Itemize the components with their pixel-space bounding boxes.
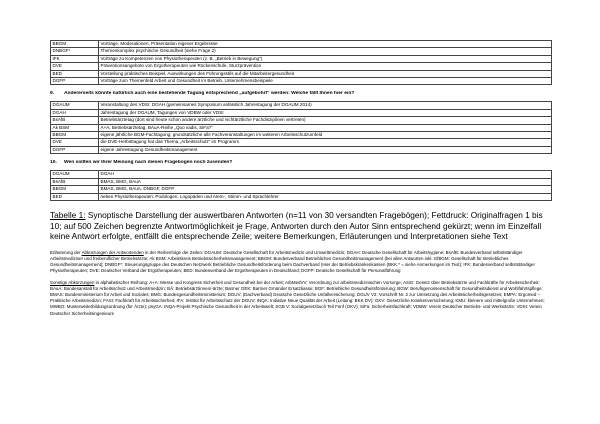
question-10-text: Wen sollten wir Ihrer Meinung nach diesen Fragebogen noch zusenden? xyxy=(64,160,233,166)
respondent-abbrev: BBGM xyxy=(51,186,99,193)
notes-respondents-intro: Erläuterung der xyxy=(50,249,82,255)
caption-text: Synoptische Darstellung der auswertbaren Antworten (n=11 von 30 versandten Fragebögen); Fettdruck: Originalfragen 1 bis 10; auf 500 Zeichen begrenzte Antwortmöglichkeit je Frage, Antworten durch den Autor Sinn entsprechend gekürzt; wenn im Einzelfall keine Antwort erfolgte, entfällt die entsprechende Zeile; weitere Bemerkungen, Erläuterungen und Interpretationen siehe Text xyxy=(50,209,543,242)
table-row xyxy=(51,117,552,124)
table-row xyxy=(51,48,552,55)
respondent-abbrev: BsAfB xyxy=(51,117,99,124)
table-row xyxy=(51,70,552,77)
respondent-abbrev: BBGM xyxy=(51,132,99,139)
table-row xyxy=(51,132,552,139)
notes-other-label: Sonstige Abkürzungen xyxy=(50,280,95,286)
table-row xyxy=(51,78,552,85)
answer-text: Vorstellung praktisches Beispiel, Auswirkungen des Führungsstils auf die Mitarbeitergesundheit xyxy=(99,70,552,77)
answer-text: Jahrestagung der DGAUM, Tagungen von VDBW oder VDSI xyxy=(99,109,552,116)
table-row xyxy=(51,171,552,178)
table-row xyxy=(51,109,552,116)
answer-text: DGAH xyxy=(99,171,552,178)
respondent-abbrev: Ak BSM xyxy=(51,124,99,131)
answer-text: Veranstaltung des VDSI: DGAH (gemeinsames Symposium anlässlich Jahrestagung der DGAUM 2014) xyxy=(99,102,552,109)
table-row xyxy=(51,146,552,153)
answer-text: Präventionsangebote von Ergotherapeuten wie Rückenschule, Sturzprävention xyxy=(99,63,552,70)
answer-text: Themenkomplex psychische Gesundheit (siehe Frage 2) xyxy=(99,48,552,55)
respondent-abbrev: DGFP xyxy=(51,146,99,153)
respondent-abbrev: DVE xyxy=(51,139,99,146)
table-row xyxy=(51,186,552,193)
question-9-text: Andererseits könnte natürlich auch eine bestehende Tagung entsprechend „aufgebohrt“ werden: Welche fällt Ihnen hier ein? xyxy=(64,91,355,97)
answer-text: A+A, Betriebsärztetag, BAuA-Reihe „Quo vadis, SiFa?“ xyxy=(99,124,552,131)
answer-text: Vorträge zum Themenfeld Arbeit und Gesundheit im Betrieb, Unternehmensbeispiele xyxy=(99,78,552,85)
answer-text: eigene jährliche BGM-Fachtagung, grundsätzliche alle Fachveranstaltungen im weiteren Arbeitsschutzumfeld xyxy=(99,132,552,139)
respondent-abbrev: DGAUM xyxy=(51,171,99,178)
question-9 xyxy=(50,91,552,97)
notes-other-text: in alphabetischer Reihung: A+A: Messe und Kongress Sicherheit und Gesundheit bei der Arbeit; ArbMedVV: Verordnung zur arbeitsmedizinischen Vorsorge; ASiG: Gesetz über Betriebsärzte und Fachkräfte für Arbeitssicherheit; BAuA: Bundesanstalt für Arbeitsschutz und Arbeitsmedizin; BÄ: Betriebsärztinnen/-ärzte; Barmer GEK: Barmer Gmünder Ersatzkasse; BGF: Betriebliche Gesundheitsförderung; BGW: Berufsgenossenschaft für Gesundheitsdienst und Wohlfahrtspflege; BMAS: Bundesministerium für Arbeit und Soziales; BMG: Bundesgesundheitsministerium; DGUV: (Dachverband) Deutsche Gesetzliche Unfallversicherung; DGUV V2: Vorschrift Nr. 2 zur Umsetzung des Arbeitssicherheitsgesetzes; EMPA: Ergomed – Praktische Arbeitsmedizin; FASI: Fachkraft für Arbeitssicherheit; IFA: Institut für Arbeitsschutz der DGUV; INQA: Initiative Neue Qualität der Arbeit (Leitung: BKK DV); GKV: Gesetzliche Krankenversicherung; KMU: kleinere und mittelgroße Unternehmen; MWBO: Musterweiterbildungsordnung (für Ärzte); psyGA: INQA-Projekt Psychische Gesundheit in der Arbeitswelt; SGB V: Sozialgesetzbuch Teil Fünf (GKV); SiFa: Sicherheitsfachkraft; VDBW: Verein Deutscher Betriebs- und Werksärzte; VDSI: Verein Deutscher Sicherheitsingenieure xyxy=(50,280,545,316)
answer-text: BMAS, BMG, BAuA xyxy=(99,178,552,185)
table-row xyxy=(51,139,552,146)
respondent-abbrev: IFK xyxy=(51,55,99,62)
abbreviation-notes xyxy=(50,250,552,317)
answer-text: die DVE-Herbsttagung hat das Thema „Arbeitsschutz“ im Programm xyxy=(99,139,552,146)
question-10-number: 10. xyxy=(50,160,57,166)
notes-other xyxy=(50,280,552,317)
respondent-abbrev: BED xyxy=(51,193,99,200)
table-row xyxy=(51,124,552,131)
table-caption xyxy=(50,210,552,242)
respondent-abbrev: DGFP xyxy=(51,78,99,85)
notes-respondents-label: Abkürzungen der Antwortenden xyxy=(81,249,144,255)
document-page xyxy=(50,40,552,323)
table-row xyxy=(51,55,552,62)
table-row xyxy=(51,63,552,70)
table-q10-answers xyxy=(50,170,552,201)
answer-text: eigene Jahrestagung Gesundheitsmanagement xyxy=(99,146,552,153)
caption-label: Tabelle 1: xyxy=(50,209,86,220)
respondent-abbrev: DVE xyxy=(51,63,99,70)
table-q8-answers xyxy=(50,40,552,85)
notes-respondents xyxy=(50,250,552,274)
answer-text: Vorträge, Moderationen, Präsentation eigener Ergebnisse xyxy=(99,41,552,48)
question-9-number: 9. xyxy=(50,91,55,97)
answer-text: BMAS, BMG, BAuA, DNBGF, DGFP xyxy=(99,186,552,193)
respondent-abbrev: DGAUM xyxy=(51,102,99,109)
table-row xyxy=(51,193,552,200)
table-row xyxy=(51,178,552,185)
respondent-abbrev: DGAH xyxy=(51,109,99,116)
respondent-abbrev: BsAfB xyxy=(51,178,99,185)
answer-text: Betriebsärztetag (dort sind heute schon andere ärztliche und nichtärztliche Fachdisziplinen vertreten) xyxy=(99,117,552,124)
answer-text: Vorträge zu Kompetenzen von Physiotherapeuten (z. B. „Betrieb in Bewegung“) xyxy=(99,55,552,62)
table-q9-answers xyxy=(50,101,552,154)
table-row xyxy=(51,102,552,109)
respondent-abbrev: BBGM xyxy=(51,41,99,48)
answer-text: neben Physiotherapeuten: Podologen, Logopäden und Atem-, Stimm- und Sprachlehrer xyxy=(99,193,552,200)
respondent-abbrev: DNBGF* xyxy=(51,48,99,55)
respondent-abbrev: BED xyxy=(51,70,99,77)
notes-respondents-text: in der Reihenfolge der Zeilen: DGAUM: Deutsche Gesellschaft für Arbeitsmedizin und Umweltmedizin; DGAH: Deutsche Gesellschaft für Arbeitshygiene; BsAfB: Bundesverband selbstständiger Arbeitsmediziner und freiberuflicher Betriebsärzte; Ak BSM: Arbeitskreis Betriebssicherheitsmanagement; BBGM: Bundesverband Betriebliches Gesundheitsmanagement (bei allen Antworten inkl. GfBGM: Gesellschaft für Betriebliches Gesundheitsmanagement); DNBGF*: Steuerungsgruppe des Deutschen Netzwerk Betriebliche Gesundheitsförderung beim Dachverband (Hier der Betriebskrankenkassen (BKK * = siehe Anmerkungen im Text); IFK: Bundesverband selbstständiger Physiotherapeuten; DVE: Deutscher Verband der Ergotherapeuten; BED: Bundesverband der Ergotherapeuten in Deutschland; DGFP: Deutsche Gesellschaft für Personalführung xyxy=(50,249,535,273)
question-10 xyxy=(50,160,552,166)
table-row xyxy=(51,41,552,48)
